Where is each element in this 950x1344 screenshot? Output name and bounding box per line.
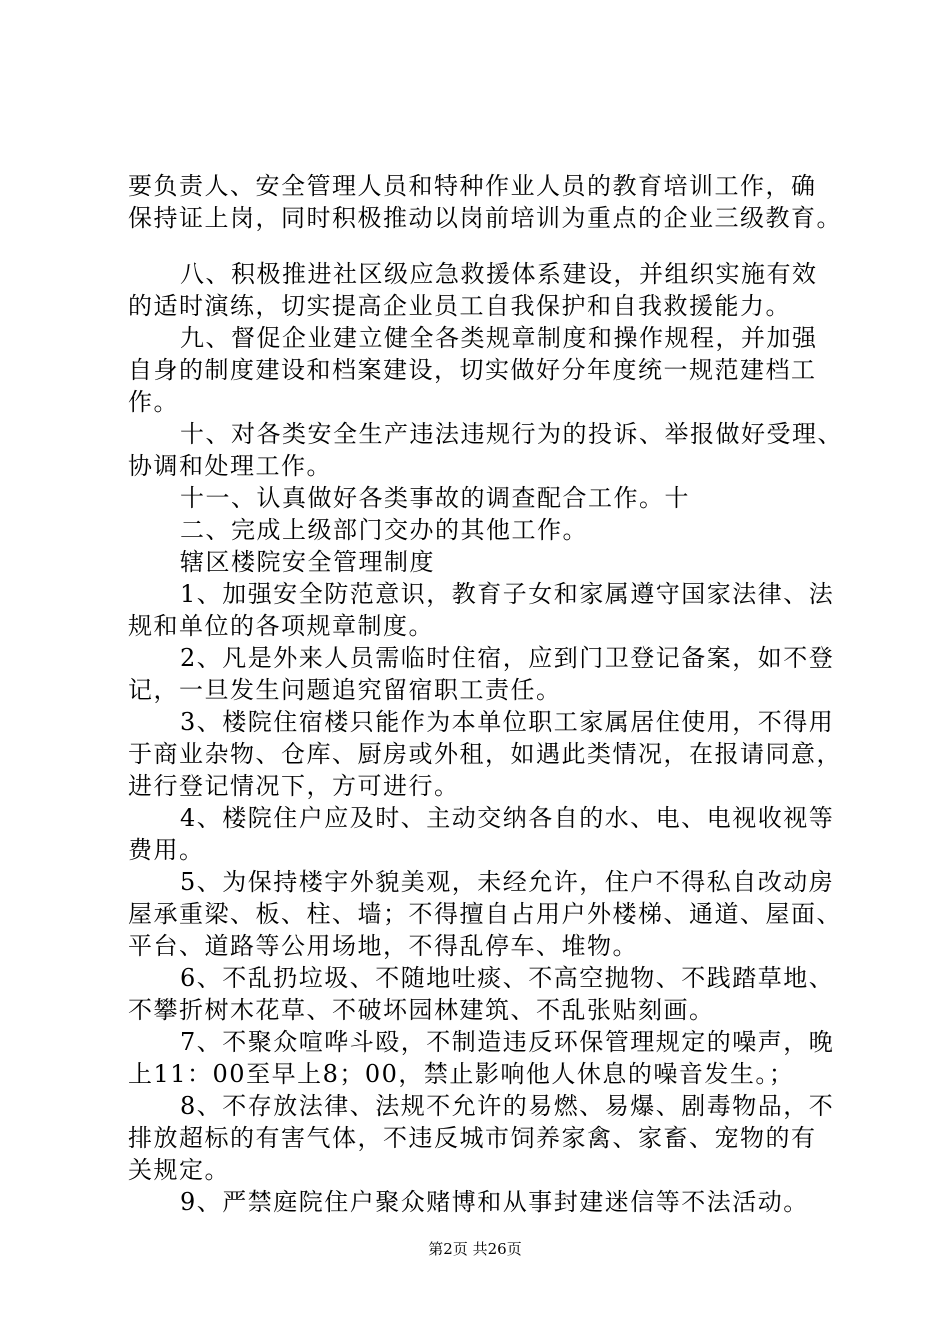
text-line: 9、严禁庭院住户聚众赌博和从事封建迷信等不法活动。 bbox=[180, 1188, 809, 1216]
text-line: 2、凡是外来人员需临时住宿，应到门卫登记备案，如不登 bbox=[180, 644, 835, 672]
document-body bbox=[128, 170, 848, 1218]
text-line: 于商业杂物、仓库、厨房或外租，如遇此类情况，在报请同意， bbox=[128, 740, 842, 768]
text-line: 进行登记情况下，方可进行。 bbox=[128, 772, 460, 800]
text-line: 4、楼院住户应及时、主动交纳各自的水、电、电视收视等 bbox=[180, 804, 835, 832]
text-line: 平台、道路等公用场地，不得乱停车、堆物。 bbox=[128, 932, 638, 960]
text-line: 作。 bbox=[128, 388, 179, 416]
text-line: 不攀折树木花草、不破坏园林建筑、不乱张贴刻画。 bbox=[128, 996, 715, 1024]
text-line: 十一、认真做好各类事故的调查配合工作。十 bbox=[180, 484, 690, 512]
text-line: 排放超标的有害气体，不违反城市饲养家禽、家畜、宠物的有 bbox=[128, 1124, 817, 1152]
text-line: 1、加强安全防范意识，教育子女和家属遵守国家法律、法 bbox=[180, 580, 835, 608]
text-line: 7、不聚众喧哗斗殴，不制造违反环保管理规定的噪声，晚 bbox=[180, 1028, 835, 1056]
text-line: 自身的制度建设和档案建设，切实做好分年度统一规范建档工 bbox=[128, 356, 817, 384]
text-line: 上11：00至早上8；00，禁止影响他人休息的噪音发生。； bbox=[128, 1060, 795, 1088]
text-line: 8、不存放法律、法规不允许的易燃、易爆、剧毒物品，不 bbox=[180, 1092, 835, 1120]
page-number-footer: 第2页 共26页 bbox=[428, 1240, 522, 1258]
text-line: 要负责人、安全管理人员和特种作业人员的教育培训工作，确 bbox=[128, 172, 817, 200]
text-line: 3、楼院住宿楼只能作为本单位职工家属居住使用，不得用 bbox=[180, 708, 835, 736]
text-line: 规和单位的各项规章制度。 bbox=[128, 612, 434, 640]
text-line: 费用。 bbox=[128, 836, 205, 864]
text-line: 屋承重梁、板、柱、墙；不得擅自占用户外楼梯、通道、屋面、 bbox=[128, 900, 842, 928]
text-line: 九、督促企业建立健全各类规章制度和操作规程，并加强 bbox=[180, 324, 818, 352]
text-line: 协调和处理工作。 bbox=[128, 452, 332, 480]
text-line: 保持证上岗，同时积极推动以岗前培训为重点的企业三级教育。 bbox=[128, 204, 842, 232]
text-line: 6、不乱扔垃圾、不随地吐痰、不高空抛物、不践踏草地、 bbox=[180, 964, 835, 992]
text-line: 八、积极推进社区级应急救援体系建设，并组织实施有效 bbox=[180, 260, 818, 288]
text-line: 5、为保持楼宇外貌美观，未经允许，住户不得私自改动房 bbox=[180, 868, 835, 896]
text-line: 二、完成上级部门交办的其他工作。 bbox=[180, 516, 588, 544]
section-heading: 辖区楼院安全管理制度 bbox=[180, 548, 435, 576]
text-line: 记，一旦发生问题追究留宿职工责任。 bbox=[128, 676, 562, 704]
paragraph-gap bbox=[128, 234, 848, 258]
text-line: 关规定。 bbox=[128, 1156, 230, 1184]
text-line: 的适时演练，切实提高企业员工自我保护和自我救援能力。 bbox=[128, 292, 791, 320]
text-line: 十、对各类安全生产违法违规行为的投诉、举报做好受理、 bbox=[180, 420, 843, 448]
